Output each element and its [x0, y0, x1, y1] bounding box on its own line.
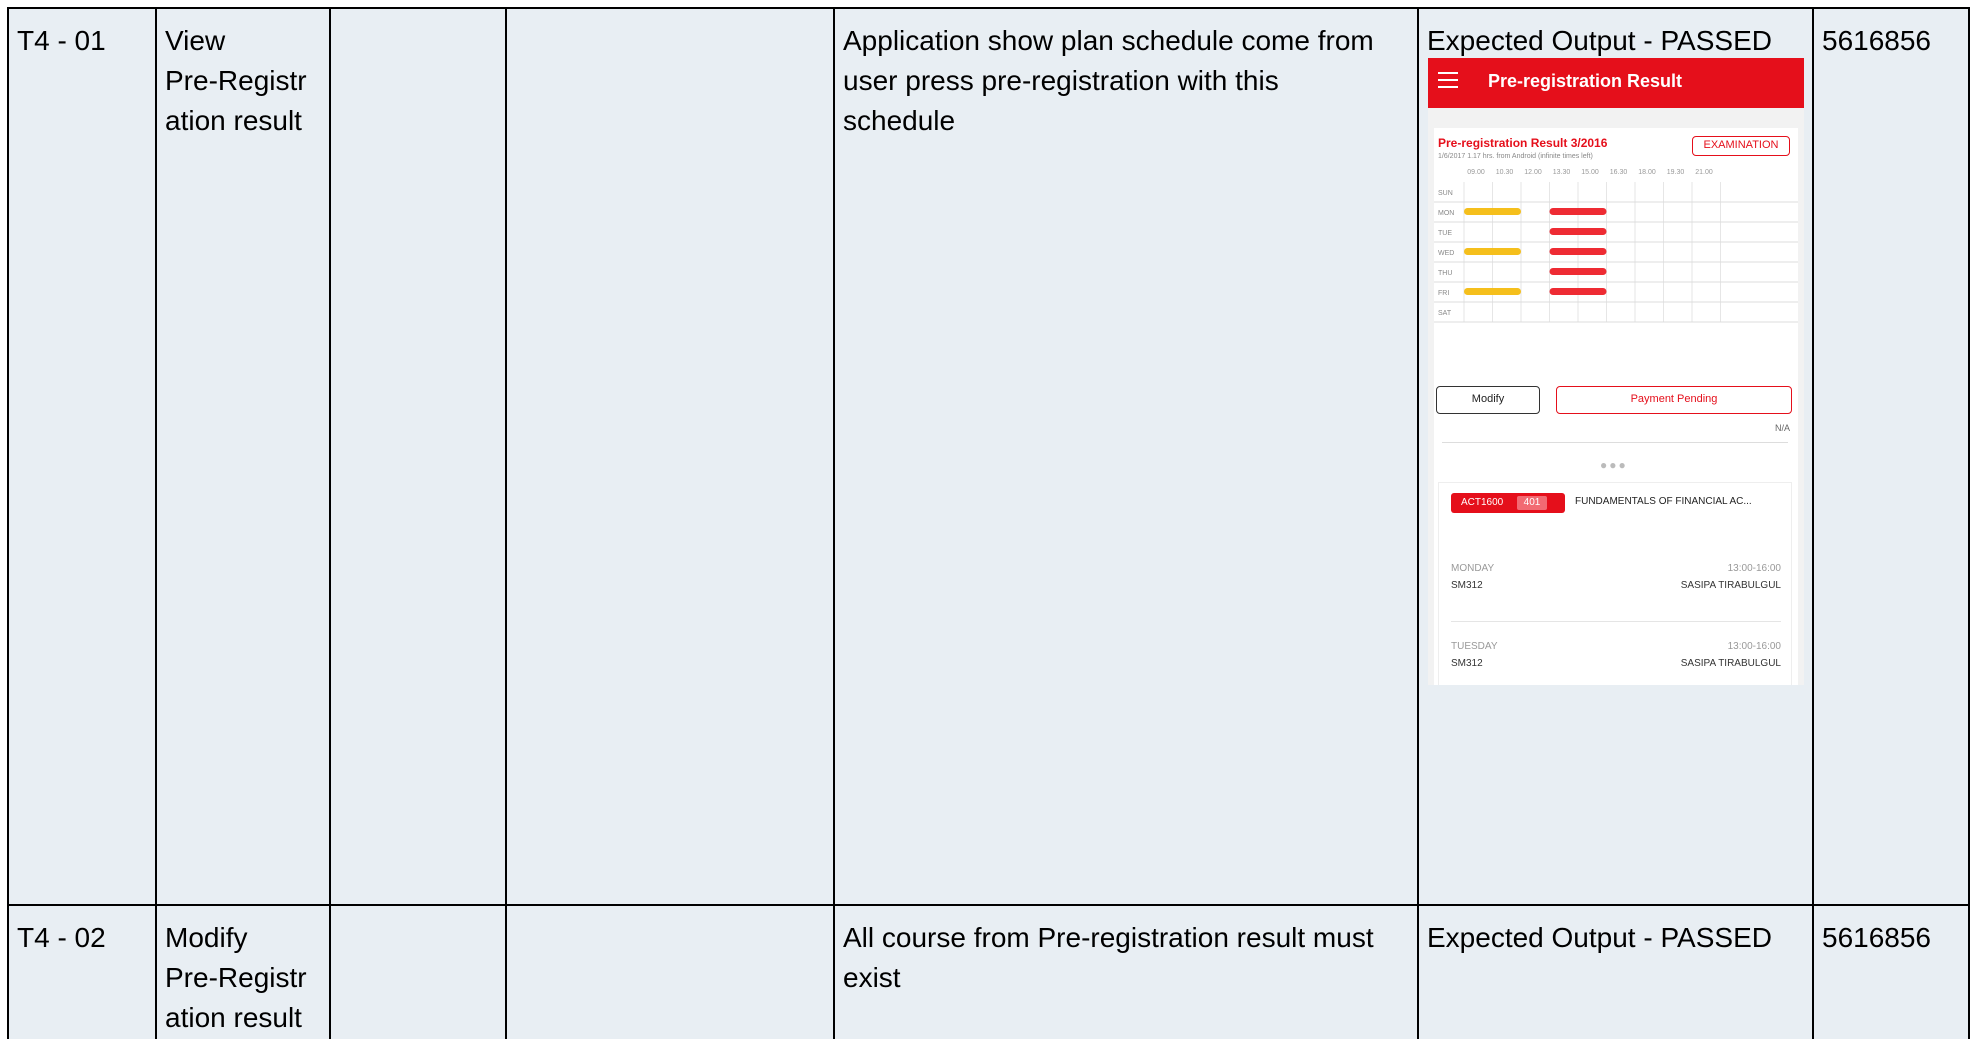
table-border: [7, 7, 1970, 9]
day-label: SUN: [1438, 190, 1453, 197]
schedule-block: [1550, 228, 1607, 235]
test-id-cell: [9, 9, 155, 904]
card-subtitle: 1/6/2017 1.17 hrs. from Android (infinite times left): [1438, 153, 1593, 160]
column-divider: [833, 7, 835, 1039]
course-section: 401: [1517, 496, 1547, 510]
session-time: 13:00-16:00: [1727, 563, 1781, 574]
schedule-block: [1550, 268, 1607, 275]
test-name-line: Modify: [165, 922, 248, 953]
time-column-label: 18.00: [1638, 169, 1656, 176]
schedule-grid: [1434, 162, 1798, 368]
column-divider: [155, 7, 157, 1039]
time-column-label: 10.30: [1495, 169, 1514, 176]
description-cell: [835, 9, 1417, 904]
test-name-line: ation result: [165, 1002, 302, 1033]
day-label: FRI: [1438, 290, 1450, 297]
app-bar-title: Pre-registration Result: [1488, 71, 1683, 91]
test-id: T4 - 02: [17, 922, 106, 953]
test-name-line: Pre-Registr: [165, 65, 307, 96]
app-screenshot: [1428, 58, 1804, 685]
schedule-block: [1464, 208, 1521, 215]
schedule-block: [1464, 248, 1521, 255]
tester-cell: [1814, 906, 1968, 1039]
test-id: T4 - 01: [17, 25, 106, 56]
column-divider: [1417, 7, 1419, 1039]
day-label: THU: [1438, 270, 1453, 277]
row-divider: [7, 904, 1970, 906]
time-column-label: 16.30: [1609, 169, 1628, 176]
divider: [1442, 442, 1788, 443]
session-day: MONDAY: [1451, 563, 1495, 574]
session-instructor: SASIPA TIRABULGUL: [1680, 658, 1781, 669]
payment-pending-button[interactable]: Payment Pending: [1556, 386, 1792, 414]
test-name-cell: [157, 906, 329, 1039]
column-divider: [7, 7, 9, 1039]
empty-cell: [507, 906, 833, 1039]
schedule-block: [1464, 288, 1521, 295]
time-column-label: 19.30: [1666, 169, 1685, 176]
column-divider: [329, 7, 331, 1039]
result-text: Expected Output - PASSED: [1427, 922, 1772, 953]
tester-id: 5616856: [1822, 922, 1932, 953]
app-bar: [1428, 58, 1804, 108]
description-line: schedule: [843, 105, 956, 136]
table-border: [1968, 7, 1970, 1039]
description-line: user press pre-registration with this: [843, 65, 1279, 96]
column-divider: [505, 7, 507, 1039]
column-divider: [1812, 7, 1814, 1039]
day-label: WED: [1438, 250, 1455, 257]
divider: [1451, 621, 1781, 622]
session-room: SM312: [1451, 658, 1483, 669]
card-title: Pre-registration Result 3/2016: [1438, 136, 1608, 150]
examination-button[interactable]: EXAMINATION: [1692, 136, 1790, 156]
schedule-block: [1550, 248, 1607, 255]
description-line: Application show plan schedule come from: [843, 25, 1374, 56]
empty-cell: [507, 9, 833, 904]
course-card[interactable]: [1438, 482, 1792, 685]
test-name-line: ation result: [165, 105, 302, 136]
pager-dots: ●●●: [1600, 458, 1628, 472]
time-column-label: 13.30: [1552, 169, 1571, 176]
time-column-label: 21.00: [1695, 169, 1713, 176]
na-label: N/A: [1774, 423, 1790, 433]
course-code: ACT1600: [1461, 497, 1504, 508]
tester-cell: [1814, 9, 1968, 904]
time-column-label: 09.00: [1467, 169, 1485, 176]
course-name: FUNDAMENTALS OF FINANCIAL AC...: [1575, 496, 1752, 507]
day-label: TUE: [1438, 230, 1452, 237]
hamburger-menu-icon[interactable]: [1438, 72, 1458, 92]
time-column-label: 12.00: [1524, 169, 1542, 176]
empty-cell: [331, 906, 505, 1039]
tester-id: 5616856: [1822, 25, 1932, 56]
day-label: MON: [1438, 210, 1455, 217]
session-instructor: SASIPA TIRABULGUL: [1680, 580, 1781, 591]
empty-cell: [331, 9, 505, 904]
course-code-badge: [1451, 493, 1565, 513]
session-time: 13:00-16:00: [1727, 641, 1781, 652]
description-cell: [835, 906, 1417, 1039]
test-name-line: View: [165, 25, 226, 56]
result-cell: [1419, 906, 1812, 1039]
test-id-cell: [9, 906, 155, 1039]
day-label: SAT: [1438, 310, 1452, 317]
modify-button[interactable]: Modify: [1436, 386, 1540, 414]
description-line: All course from Pre-registration result must: [843, 922, 1374, 953]
test-name-line: Pre-Registr: [165, 962, 307, 993]
schedule-block: [1550, 208, 1607, 215]
test-name-cell: [157, 9, 329, 904]
result-card: [1434, 128, 1798, 685]
description-line: exist: [843, 962, 901, 993]
time-column-label: 15.00: [1581, 169, 1599, 176]
result-text: Expected Output - PASSED: [1427, 25, 1772, 56]
session-day: TUESDAY: [1451, 641, 1498, 652]
session-room: SM312: [1451, 580, 1483, 591]
schedule-block: [1550, 288, 1607, 295]
